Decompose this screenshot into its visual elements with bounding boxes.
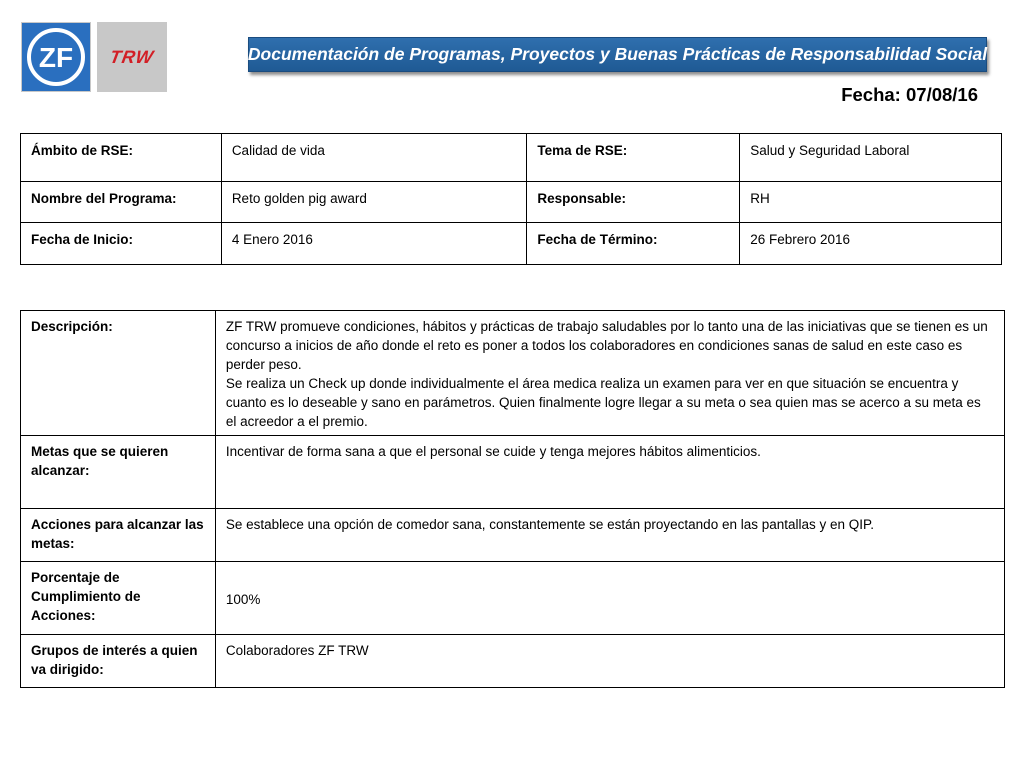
responsible-value: RH [740,182,1002,223]
description-label: Descripción: [21,311,216,436]
description-paragraph-1: ZF TRW promueve condiciones, hábitos y prácticas de trabajo saludables por lo tanto una de las iniciativas que se tienen es un concurso a inicios de año donde el reto es poner a todos los colaboradores en condiciones sanas de salud en este caso es perder peso. [225,319,988,372]
completion-value: 100% [215,562,1004,635]
end-date-value: 26 Febrero 2016 [740,223,1002,265]
zf-logo-icon [22,23,90,91]
info-table [20,133,1002,265]
actions-value: Se establece una opción de comedor sana, constantemente se están proyectando en las pantallas y en QIP. [215,509,1004,562]
trw-logo [97,22,167,92]
table-row [21,635,1005,688]
program-name-label: Nombre del Programa: [21,182,222,223]
document-title: Documentación de Programas, Proyectos y Buenas Prácticas de Responsabilidad Social [247,44,988,64]
table-row [21,182,1002,223]
zf-logo-text: ZF [38,42,74,73]
table-row [21,562,1005,635]
scope-value: Calidad de vida [221,134,527,182]
start-date-label: Fecha de Inicio: [21,223,222,265]
trw-logo-text: TRW [108,46,156,67]
topic-label: Tema de RSE: [527,134,740,182]
table-row [21,134,1002,182]
description-paragraph-2: Se realiza un Check up donde individualmente el área medica realiza un examen para ver en que situación se encuentra y cuanto es lo deseable y sano en parámetros. Quien finalmente logre llegar a su meta o sea quien mas se acerco a su meta es el acreedor a el premio. [225,376,981,429]
document-date: Fecha: 07/08/16 [841,84,978,105]
table-row [21,509,1005,562]
start-date-value: 4 Enero 2016 [221,223,527,265]
title-banner [248,37,987,72]
topic-value: Salud y Seguridad Laboral [740,134,1002,182]
completion-label: Porcentaje de Cumplimiento de Acciones: [21,562,216,635]
goals-value: Incentivar de forma sana a que el personal se cuide y tenga mejores hábitos alimenticios. [215,436,1004,509]
table-row [21,436,1005,509]
groups-label: Grupos de interés a quien va dirigido: [21,635,216,688]
goals-label: Metas que se quieren alcanzar: [21,436,216,509]
table-row [21,223,1002,265]
actions-label: Acciones para alcanzar las metas: [21,509,216,562]
zf-logo [21,22,91,92]
scope-label: Ámbito de RSE: [21,134,222,182]
description-value [215,311,1004,436]
details-table [20,310,1005,688]
table-row [21,311,1005,436]
program-name-value: Reto golden pig award [221,182,527,223]
end-date-label: Fecha de Término: [527,223,740,265]
groups-value: Colaboradores ZF TRW [215,635,1004,688]
responsible-label: Responsable: [527,182,740,223]
